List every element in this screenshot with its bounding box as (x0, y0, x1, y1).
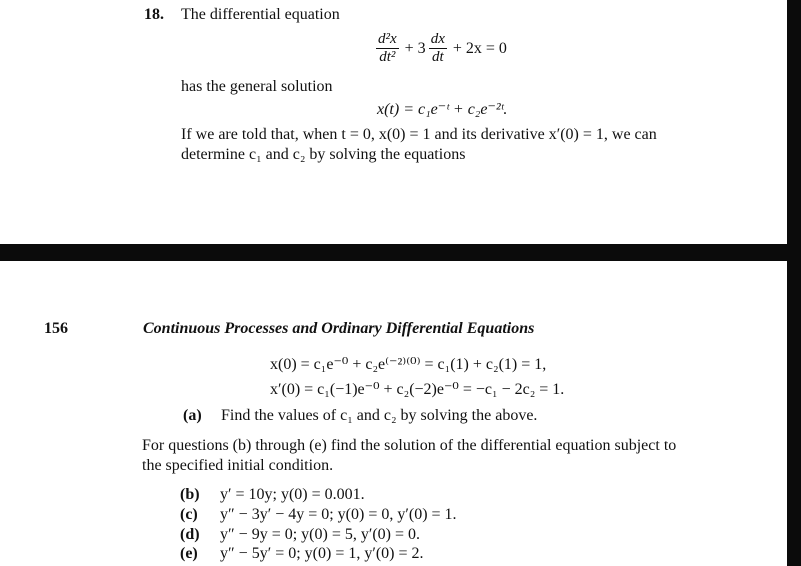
part-c-label: (c) (180, 506, 198, 523)
differential-equation (376, 27, 507, 71)
de-middle: + 3 (404, 39, 426, 57)
first-derivative-fraction (429, 32, 447, 65)
frac1-denominator: dt² (379, 49, 396, 66)
running-head: Continuous Processes and Ordinary Differential Equations (143, 320, 535, 337)
part-a-label: (a) (183, 407, 202, 424)
part-e-equation: y″ − 5y′ = 0; y(0) = 1, y′(0) = 2. (220, 545, 424, 562)
frac2-numerator: dx (430, 31, 445, 48)
general-solution: x(t) = c₁e⁻ᵗ + c₂e⁻²ᵗ. (377, 101, 508, 118)
part-a-text: Find the values of c₁ and c₂ by solving the above. (221, 407, 538, 424)
part-c-equation: y″ − 3y′ − 4y = 0; y(0) = 0, y′(0) = 1. (220, 506, 457, 523)
part-b-label: (b) (180, 486, 200, 503)
problem-number: 18. (144, 6, 164, 23)
page-number: 156 (44, 320, 68, 337)
part-b-equation: y′ = 10y; y(0) = 0.001. (220, 486, 365, 503)
part-e-label: (e) (180, 545, 198, 562)
initial-equation-2: x′(0) = c₁(−1)e⁻⁰ + c₂(−2)e⁻⁰ = −c₁ − 2c₂ = 1. (270, 381, 565, 398)
second-derivative-fraction (376, 32, 399, 65)
frac2-denominator: dt (431, 49, 444, 66)
paragraph-line-2: determine c₁ and c₂ by solving the equations (181, 146, 466, 163)
part-d-equation: y″ − 9y = 0; y(0) = 5, y′(0) = 0. (220, 526, 421, 543)
initial-equation-1: x(0) = c₁e⁻⁰ + c₂e⁽⁻²⁾⁽⁰⁾ = c₁(1) + c₂(1) = 1, (270, 356, 547, 373)
page-separator-band (0, 244, 801, 261)
has-general-solution: has the general solution (181, 78, 333, 95)
paragraph-line-1: If we are told that, when t = 0, x(0) = 1 and its derivative x′(0) = 1, we can (181, 126, 657, 143)
part-d-label: (d) (180, 526, 200, 543)
right-edge-gutter (787, 0, 801, 566)
problem-intro: The differential equation (181, 6, 340, 23)
de-tail: + 2x = 0 (452, 39, 507, 57)
frac1-numerator: d²x (378, 31, 397, 48)
questions-line-2: the specified initial condition. (142, 457, 334, 474)
questions-line-1: For questions (b) through (e) find the solution of the differential equation subject to (142, 437, 677, 454)
